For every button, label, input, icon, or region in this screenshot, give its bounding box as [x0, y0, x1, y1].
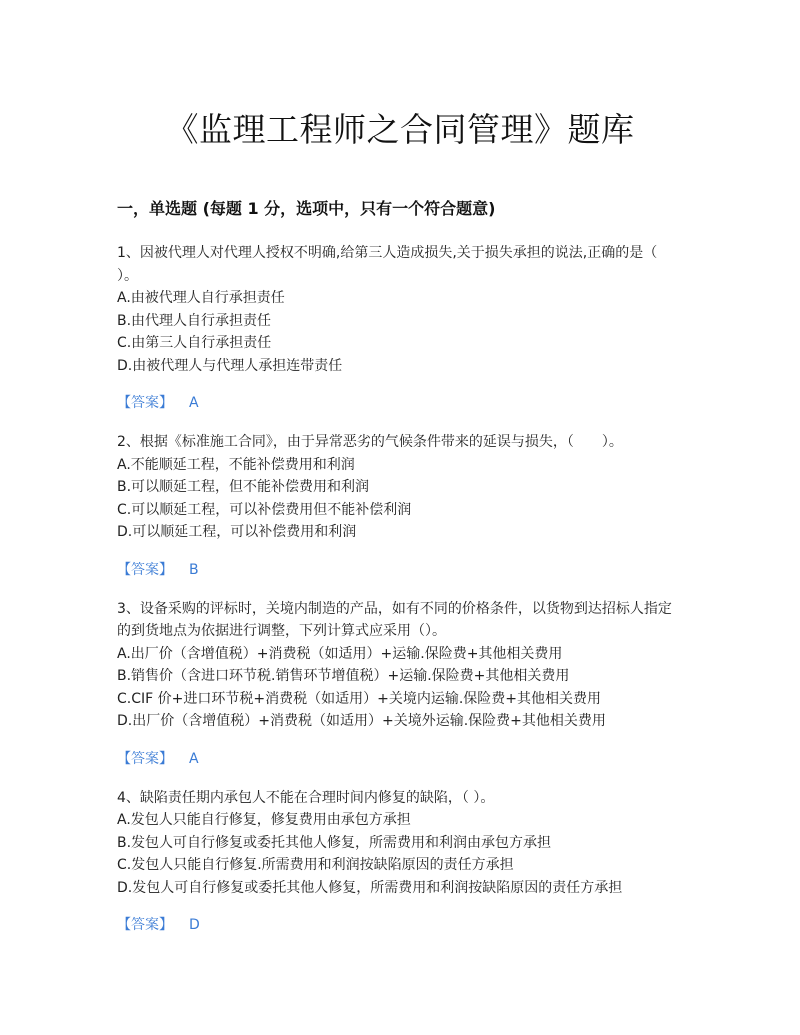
- answer-label: 【答案】: [117, 395, 173, 411]
- option-c: C.可以顺延工程，可以补偿费用但不能补偿利润: [117, 501, 412, 518]
- option-d: D.由被代理人与代理人承担连带责任: [117, 357, 343, 374]
- option-c: C.CIF 价+进口环节税+消费税（如适用）+关境内运输.保险费+其他相关费用: [117, 690, 602, 707]
- answer-row: [117, 392, 682, 414]
- option-b: B.销售价（含进口环节税.销售环节增值税）+运输.保险费+其他相关费用: [117, 668, 570, 684]
- answer-value: B: [189, 561, 199, 578]
- document-title: 《监理工程师之合同管理》题库: [165, 110, 635, 149]
- option-c: C.由第三人自行承担责任: [117, 335, 272, 351]
- option-b: B.可以顺延工程，但不能补偿费用和利润: [117, 479, 370, 495]
- option-a: A.出厂价（含增值税）+消费税（如适用）+运输.保险费+其他相关费用: [117, 645, 563, 662]
- question-3: [117, 598, 682, 770]
- answer-label: 【答案】: [117, 917, 173, 933]
- option-d: D.发包人可自行修复或委托其他人修复，所需费用和利润按缺陷原因的责任方承担: [117, 879, 623, 896]
- question-stem: 1、因被代理人对代理人授权不明确,给第三人造成损失,关于损失承担的说法,正确的是（ ）。: [117, 245, 658, 284]
- answer-value: D: [189, 917, 200, 933]
- answer-value: A: [189, 395, 199, 411]
- option-a: A.由被代理人自行承担责任: [117, 290, 285, 306]
- answer-row: [117, 914, 682, 936]
- question-2: [117, 431, 682, 581]
- question-stem: 4、缺陷责任期内承包人不能在合理时间内修复的缺陷，（ ）。: [117, 789, 495, 806]
- answer-value: A: [189, 750, 199, 767]
- option-c: C.发包人只能自行修复.所需费用和利润按缺陷原因的责任方承担: [117, 857, 514, 873]
- answer-row: [117, 559, 682, 581]
- option-b: B.由代理人自行承担责任: [117, 312, 272, 329]
- option-d: D.可以顺延工程，可以补偿费用和利润: [117, 524, 357, 540]
- option-d: D.出厂价（含增值税）+消费税（如适用）+关境外运输.保险费+其他相关费用: [117, 713, 606, 729]
- option-b: B.发包人可自行修复或委托其他人修复，所需费用和利润由承包方承担: [117, 834, 552, 851]
- answer-label: 【答案】: [117, 750, 173, 767]
- question-stem: 3、设备采购的评标时，关境内制造的产品，如有不同的价格条件，以货物到达招标人指定的到货地点为依据进行调整，下列计算式应采用（）。: [117, 600, 672, 639]
- question-4: [117, 787, 682, 937]
- option-a: A.发包人只能自行修复，修复费用由承包方承担: [117, 812, 411, 828]
- answer-label: 【答案】: [117, 561, 173, 578]
- answer-row: [117, 748, 682, 770]
- section-heading: 一，单选题 (每题 1 分，选项中，只有一个符合题意): [117, 199, 496, 218]
- question-1: [117, 242, 682, 414]
- question-stem: 2、根据《标准施工合同》，由于异常恶劣的气候条件带来的延误与损失，（ ）。: [117, 434, 623, 450]
- option-a: A.不能顺延工程，不能补偿费用和利润: [117, 456, 355, 473]
- question-list: [117, 242, 682, 936]
